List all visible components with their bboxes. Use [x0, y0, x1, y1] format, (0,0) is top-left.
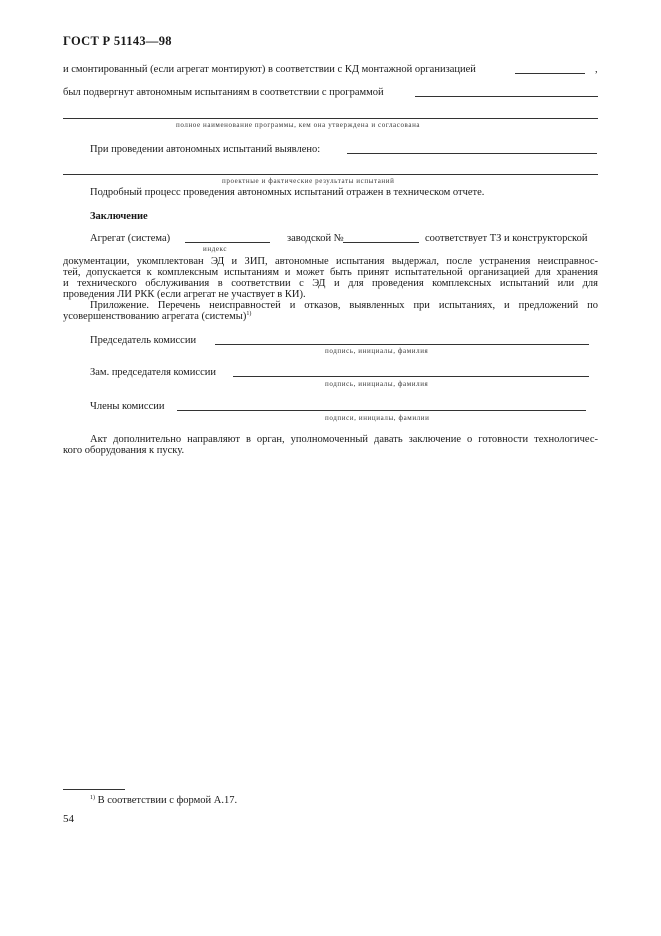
program-caption: полное наименование программы, кем она утверждена и согласована [176, 121, 421, 129]
conclusion-heading: Заключение [90, 211, 148, 222]
results-caption: проектные и фактические результаты испытаний [222, 177, 395, 185]
program-blank [415, 96, 598, 97]
footnote-reference: 1) [246, 311, 252, 317]
signature-line-deputy [233, 376, 589, 377]
signature-caption-deputy: подпись, инициалы, фамилия [325, 380, 429, 388]
appendix-line-2: усовершенствованию агрегата (системы)$^{1)}$ [63, 311, 252, 322]
index-caption: индекс [203, 245, 228, 253]
conclusion-line-2: тей, допускается к комплексным испытаниям и может быть принят испытательной организацией для хранения [63, 267, 598, 278]
footnote [90, 794, 237, 807]
page-header-title: ГОСТ Р 51143—98 [63, 34, 172, 48]
signature-line-members [177, 410, 586, 411]
conclusion-line-1: документации, укомплектован ЭД и ЗИП, автономные испытания выдержал, после устранения неисправнос- [63, 256, 598, 267]
signature-line-chairman [215, 344, 589, 345]
unit-index-blank [185, 242, 270, 243]
intro-line-2: был подвергнут автономным испытаниям в соответствии с программой [63, 87, 384, 98]
results-blank [347, 153, 597, 154]
serial-label: заводской № [287, 233, 344, 244]
footnote-separator [63, 789, 125, 790]
report-text: Подробный процесс проведения автономных испытаний отражен в техническом отчете. [90, 187, 485, 198]
serial-blank [343, 242, 419, 243]
signature-role-members: Члены комиссии [90, 401, 165, 412]
intro-line-1-comma: , [595, 64, 598, 75]
signature-caption-members: подписи, инициалы, фамилии [325, 414, 430, 422]
conclusion-line-3: и технического обслуживания в соответствии с ЭД и для проведения комплексных испытаний или для [63, 278, 598, 289]
closing-line-1: Акт дополнительно направляют в орган, уполномоченный давать заключение о готовности технологичес- [90, 434, 598, 445]
conclusion-line-4: проведения ЛИ РКК (если агрегат не участвует в КИ). [63, 289, 306, 300]
closing-line-2: кого оборудования к пуску. [63, 445, 185, 456]
intro-line-1: и смонтированный (если агрегат монтируют) в соответствии с КД монтажной организацией [63, 64, 476, 75]
results-line [63, 174, 598, 175]
signature-role-chairman: Председатель комиссии [90, 335, 197, 346]
program-name-line [63, 118, 598, 119]
matches-text: соответствует ТЗ и конструкторской [425, 233, 588, 244]
unit-label: Агрегат (система) [90, 233, 171, 244]
signature-caption-chairman: подпись, инициалы, фамилия [325, 347, 429, 355]
appendix-line-1: Приложение. Перечень неисправностей и отказов, выявленных при испытаниях, и предложений по [90, 300, 598, 311]
installer-blank [515, 73, 585, 74]
footnote-marker: 1) [90, 795, 95, 801]
signature-role-deputy: Зам. председателя комиссии [90, 367, 216, 378]
footnote-text: В соответствии с формой А.17. [97, 795, 238, 806]
results-label: При проведении автономных испытаний выявлено: [90, 144, 321, 155]
page-number: 54 [63, 813, 74, 825]
